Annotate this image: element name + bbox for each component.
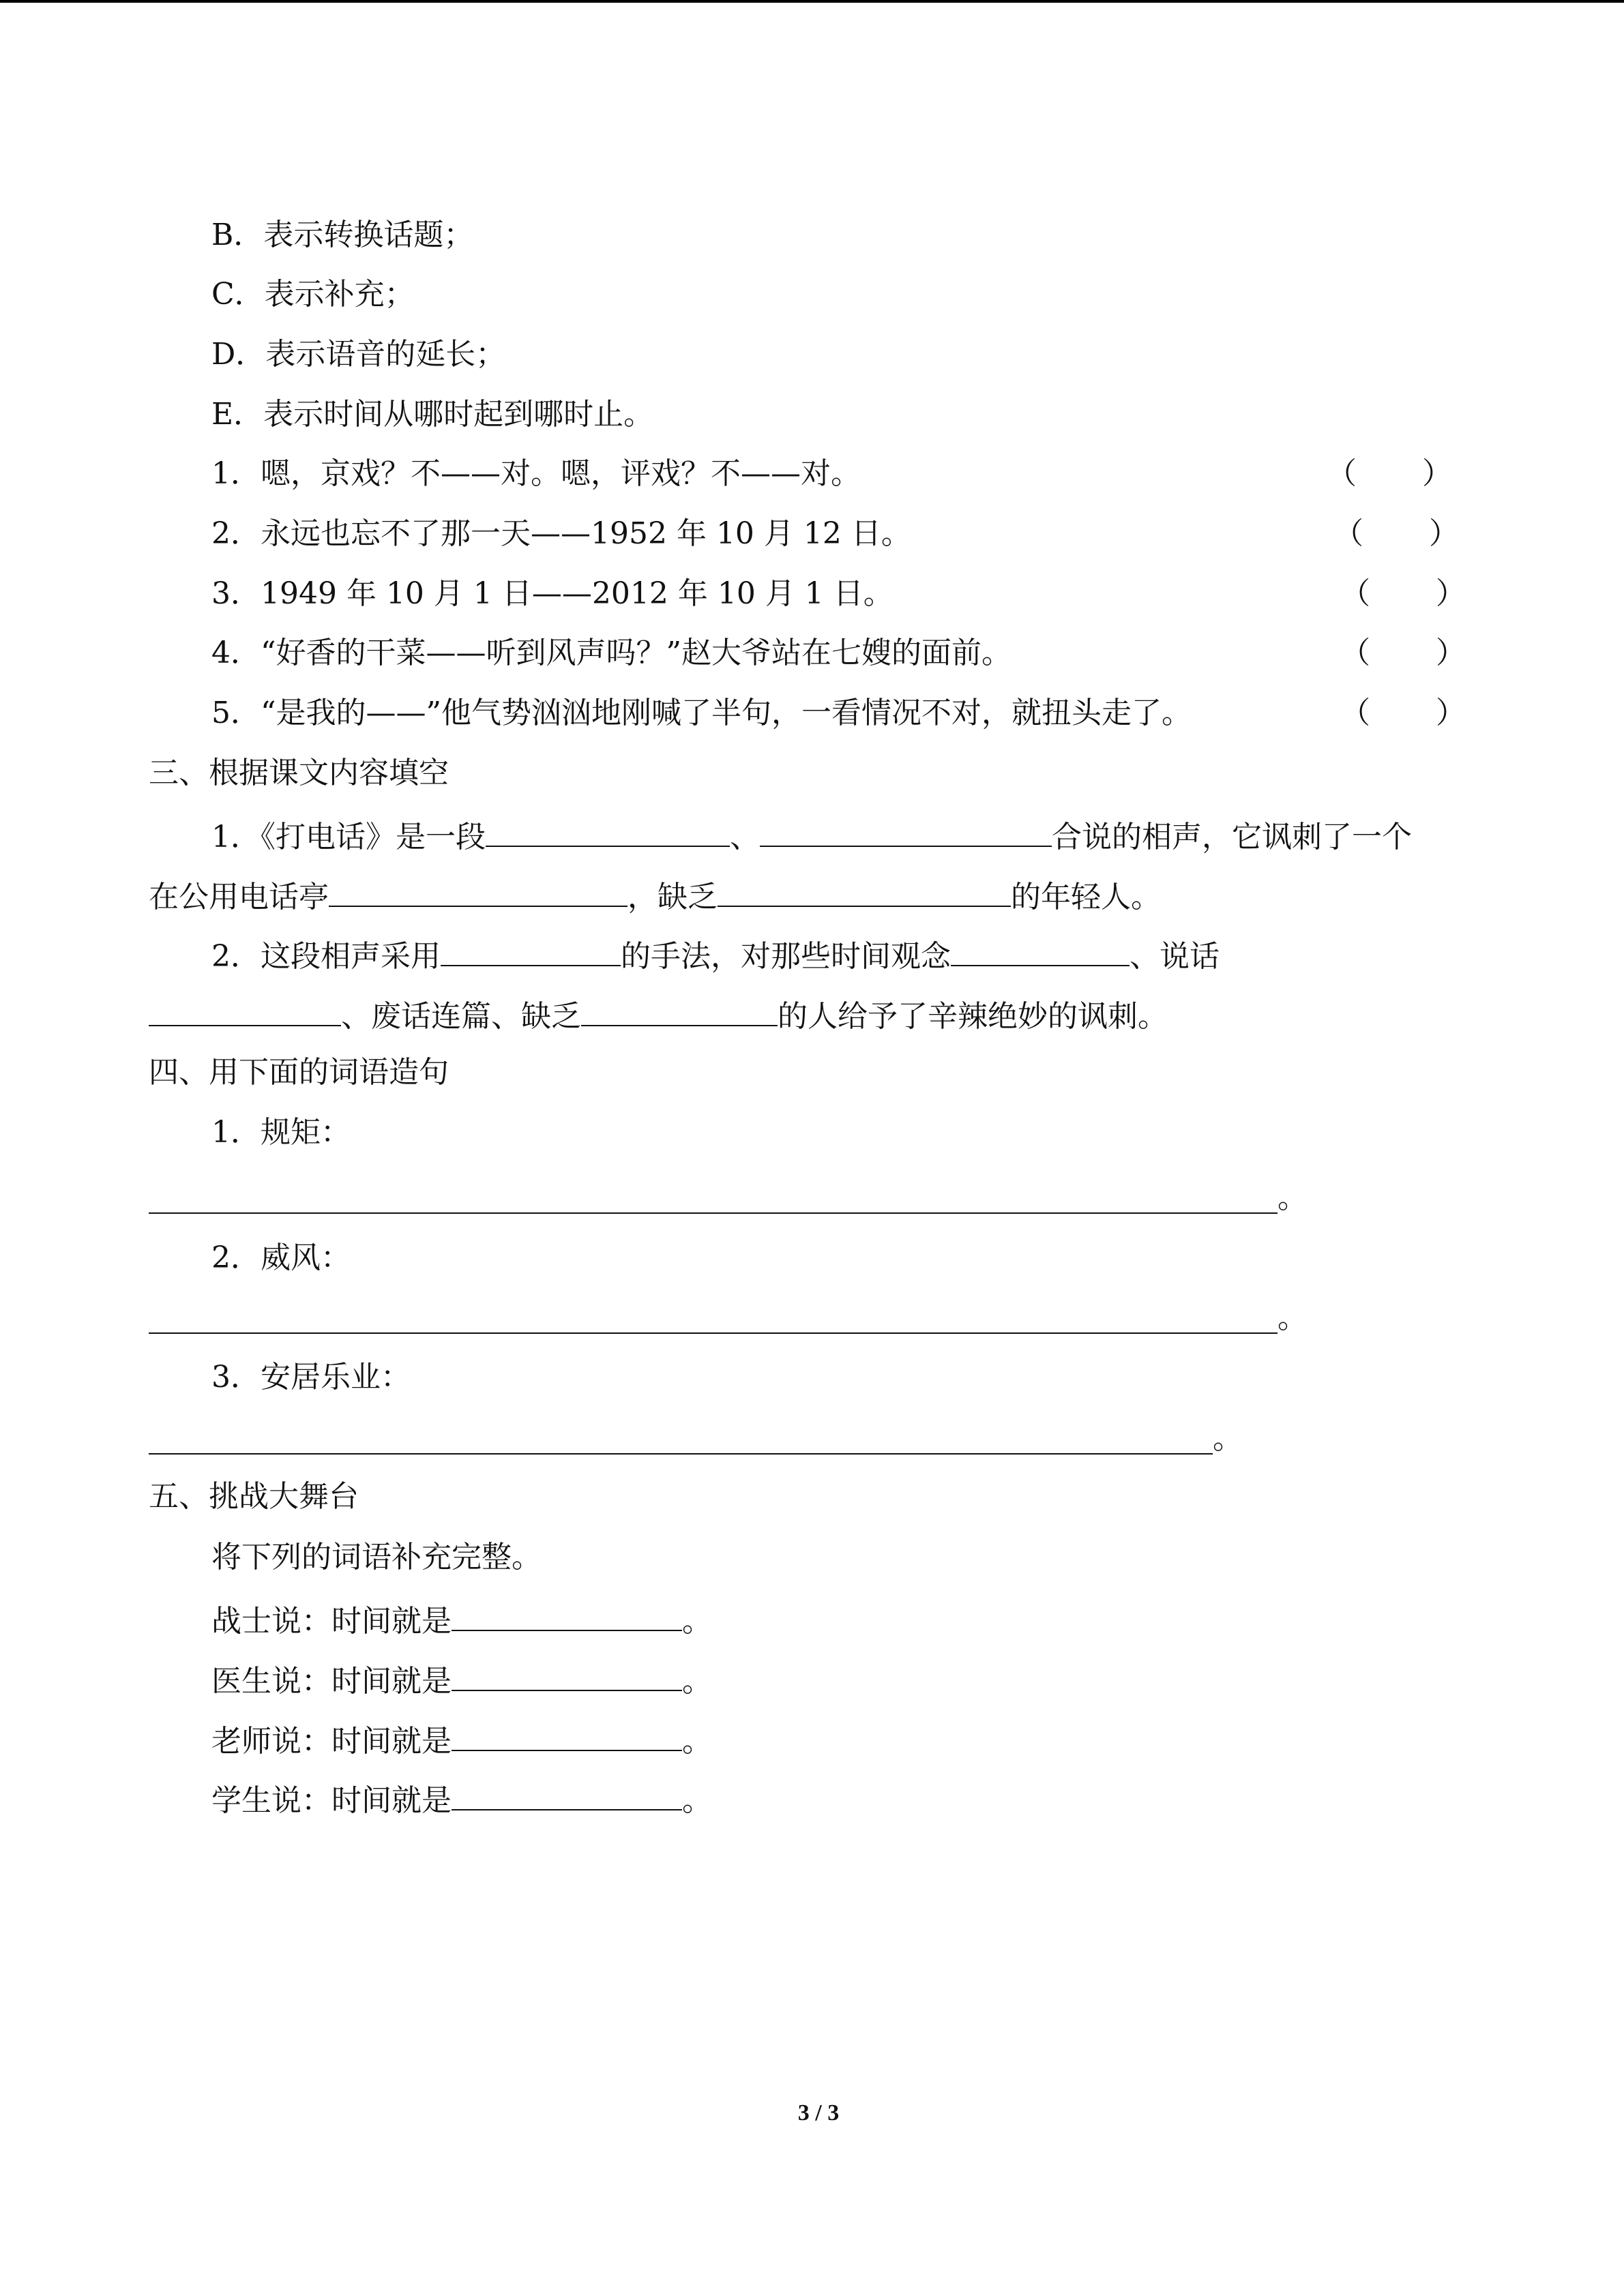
fill-blank[interactable] [486,813,730,847]
page-number: 3 / 3 [797,2100,840,2126]
option-b: B．表示转换话题； [211,218,474,252]
sentence-item-1: 1．规矩： [211,1115,351,1150]
option-e: E．表示时间从哪时起到哪时止。 [211,397,654,432]
challenge-item-4: 学生说：时间就是 。 [211,1776,712,1821]
fill-blank[interactable] [452,1597,682,1631]
fill-blank[interactable] [452,1657,682,1691]
section-5-instruction: 将下列的词语补充完整。 [211,1540,542,1575]
fill-blank[interactable] [329,873,628,907]
fill-blank[interactable] [441,932,621,966]
answer-paren-4[interactable]: （ ） [1340,636,1466,670]
fill-blank[interactable] [452,1776,682,1810]
sentence-answer-line-1[interactable] [149,1212,1278,1214]
end-mark: 。 [1278,1300,1308,1335]
sentence-item-3: 3．安居乐业： [211,1360,411,1395]
section-3-title: 三、根据课文内容填空 [149,756,449,790]
question-1: 1．嗯，京戏？不——对。嗯，评戏？不——对。 [211,456,861,491]
challenge-item-3: 老师说：时间就是 。 [211,1717,712,1762]
question-4: 4．“好香的干菜——听到风声吗？”赵大爷站在七嫂的面前。 [211,636,1012,670]
option-c: C．表示补充； [211,277,415,312]
option-d: D．表示语音的延长； [211,337,506,372]
fill-q2-line2: 、废话连篇、缺乏 的人给予了辛辣绝妙的讽刺。 [149,992,1168,1037]
sentence-answer-line-2[interactable] [149,1332,1278,1334]
answer-paren-2[interactable]: （ ） [1333,516,1459,551]
question-2: 2．永远也忘不了那一天——1952 年 10 月 12 日。 [211,516,911,551]
fill-blank[interactable] [718,873,1011,907]
section-4-title: 四、用下面的词语造句 [149,1055,449,1090]
fill-blank[interactable] [760,813,1052,847]
answer-paren-3[interactable]: （ ） [1340,576,1466,611]
fill-blank[interactable] [452,1717,682,1751]
section-5-title: 五、挑战大舞台 [149,1479,359,1514]
sentence-item-2: 2．威风： [211,1240,351,1275]
end-mark: 。 [1213,1421,1243,1456]
question-3: 3．1949 年 10 月 1 日——2012 年 10 月 1 日。 [211,576,894,611]
fill-blank[interactable] [951,932,1130,966]
end-mark: 。 [1278,1180,1308,1215]
fill-q1-line1: 1．《打电话》是一段 、 合说的相声，它讽刺了一个 [211,813,1412,858]
fill-blank[interactable] [581,992,778,1026]
challenge-item-1: 战士说：时间就是 。 [211,1597,712,1642]
challenge-item-2: 医生说：时间就是 。 [211,1657,712,1702]
question-5: 5．“是我的——”他气势汹汹地刚喊了半句，一看情况不对，就扭头走了。 [211,696,1192,730]
answer-paren-5[interactable]: （ ） [1340,696,1466,730]
top-border [0,0,1624,3]
answer-paren-1[interactable]: （ ） [1327,456,1452,491]
fill-q1-line2: 在公用电话亭 ，缺乏 的年轻人。 [149,873,1161,918]
sentence-answer-line-3[interactable] [149,1453,1213,1455]
fill-blank[interactable] [149,992,341,1026]
fill-q2-line1: 2．这段相声采用 的手法，对那些时间观念 、说话 [211,932,1220,977]
